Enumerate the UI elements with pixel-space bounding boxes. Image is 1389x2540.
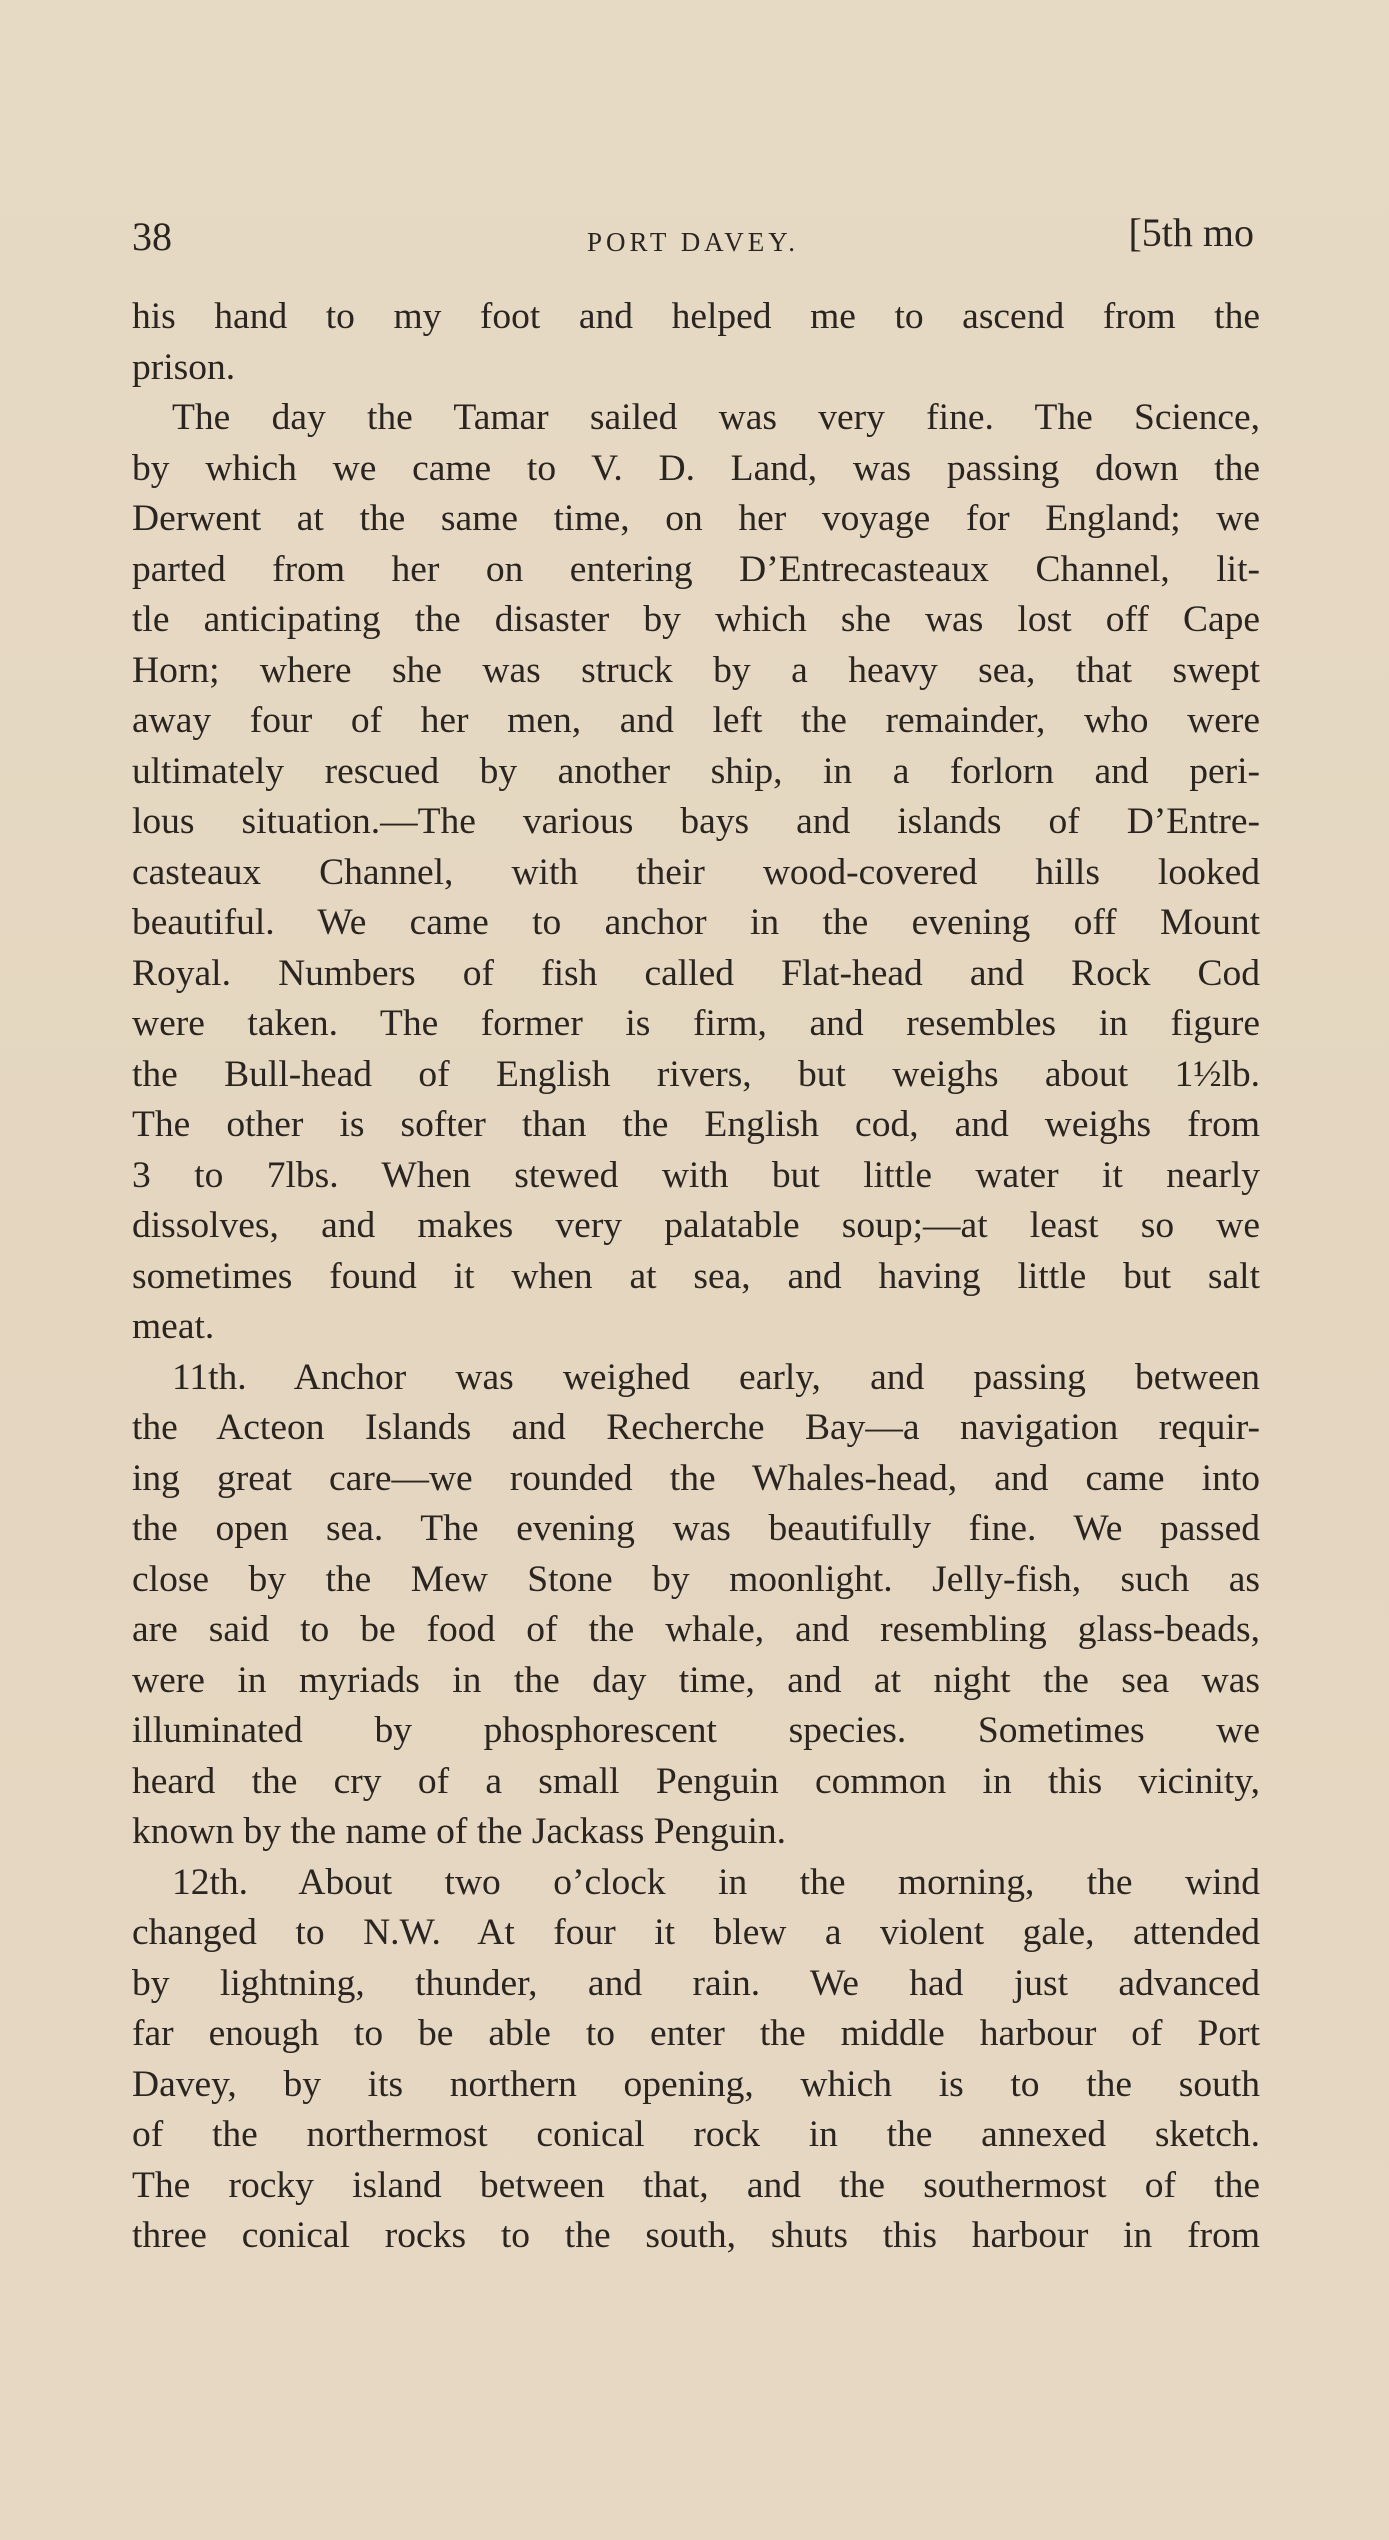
text-line: meat. xyxy=(132,1306,215,1347)
text-line: the Bull-head of English rivers, but weighs about 1½lb. xyxy=(132,1053,1260,1095)
text-line: 11th. Anchor was weighed early, and passing between xyxy=(172,1356,1260,1398)
text-line: The day the Tamar sailed was very fine. The Science, xyxy=(172,397,1260,438)
text-line: tle anticipating the disaster by which she was lost off Cape xyxy=(132,599,1260,640)
text-line: his hand to my foot and helped me to ascend from the xyxy=(132,296,1260,337)
text-line: The rocky island between that, and the southermost of the xyxy=(132,2164,1260,2206)
text-line: three conical rocks to the south, shuts this harbour in from xyxy=(132,2215,1260,2256)
text-line: casteaux Channel, with their wood-covered hills looked xyxy=(132,851,1260,893)
text-line: away four of her men, and left the remainder, who were xyxy=(132,700,1260,741)
text-line: dissolves, and makes very palatable soup;—at least so we xyxy=(132,1205,1260,1246)
text-line: are said to be food of the whale, and resembling glass-beads, xyxy=(132,1609,1260,1650)
text-line: prison. xyxy=(132,346,236,388)
section-marker: [5th mo xyxy=(1128,210,1254,255)
text-line: beautiful. We came to anchor in the evening off Mount xyxy=(132,902,1260,943)
text-line: Derwent at the same time, on her voyage for England; we xyxy=(132,498,1260,539)
text-line: Davey, by its northern opening, which is to the south xyxy=(132,2063,1260,2105)
text-line: parted from her on entering D’Entrecasteaux Channel, lit- xyxy=(132,548,1260,590)
running-head: PORT DAVEY. xyxy=(587,227,799,257)
text-line: of the northermost conical rock in the annexed sketch. xyxy=(132,2114,1260,2155)
text-line: known by the name of the Jackass Penguin. xyxy=(132,1811,787,1852)
text-line: close by the Mew Stone by moonlight. Jelly-fish, such as xyxy=(132,1558,1260,1600)
text-line: Royal. Numbers of fish called Flat-head and Rock Cod xyxy=(132,952,1260,994)
text-line: far enough to be able to enter the middle harbour of Port xyxy=(132,2013,1260,2054)
text-line: The other is softer than the English cod, and weighs from xyxy=(132,1104,1260,1145)
text-line: the open sea. The evening was beautifully fine. We passed xyxy=(132,1508,1260,1549)
text-line: Horn; where she was struck by a heavy sea, that swept xyxy=(132,649,1260,691)
text-line: heard the cry of a small Penguin common in this vicinity, xyxy=(132,1760,1260,1802)
text-line: 12th. About two o’clock in the morning, the wind xyxy=(172,1861,1260,1903)
text-line: ultimately rescued by another ship, in a forlorn and peri- xyxy=(132,750,1260,792)
body-text xyxy=(132,292,1260,2262)
page-header xyxy=(132,205,1254,265)
text-line: changed to N.W. At four it blew a violent gale, attended xyxy=(132,1912,1260,1953)
text-line: were in myriads in the day time, and at night the sea was xyxy=(132,1659,1260,1701)
text-line: by lightning, thunder, and rain. We had just advanced xyxy=(132,1962,1260,2004)
text-line: illuminated by phosphorescent species. Sometimes we xyxy=(132,1710,1260,1751)
text-line: by which we came to V. D. Land, was passing down the xyxy=(132,447,1260,489)
text-line: 3 to 7lbs. When stewed with but little water it nearly xyxy=(132,1154,1260,1196)
page-number: 38 xyxy=(132,214,172,259)
text-line: the Acteon Islands and Recherche Bay—a navigation requir- xyxy=(132,1407,1260,1448)
text-line: lous situation.—The various bays and islands of D’Entre- xyxy=(132,801,1260,842)
text-line: sometimes found it when at sea, and having little but salt xyxy=(132,1255,1260,1297)
text-line: were taken. The former is firm, and resembles in figure xyxy=(132,1003,1260,1044)
text-line: ing great care—we rounded the Whales-head, and came into xyxy=(132,1457,1260,1499)
